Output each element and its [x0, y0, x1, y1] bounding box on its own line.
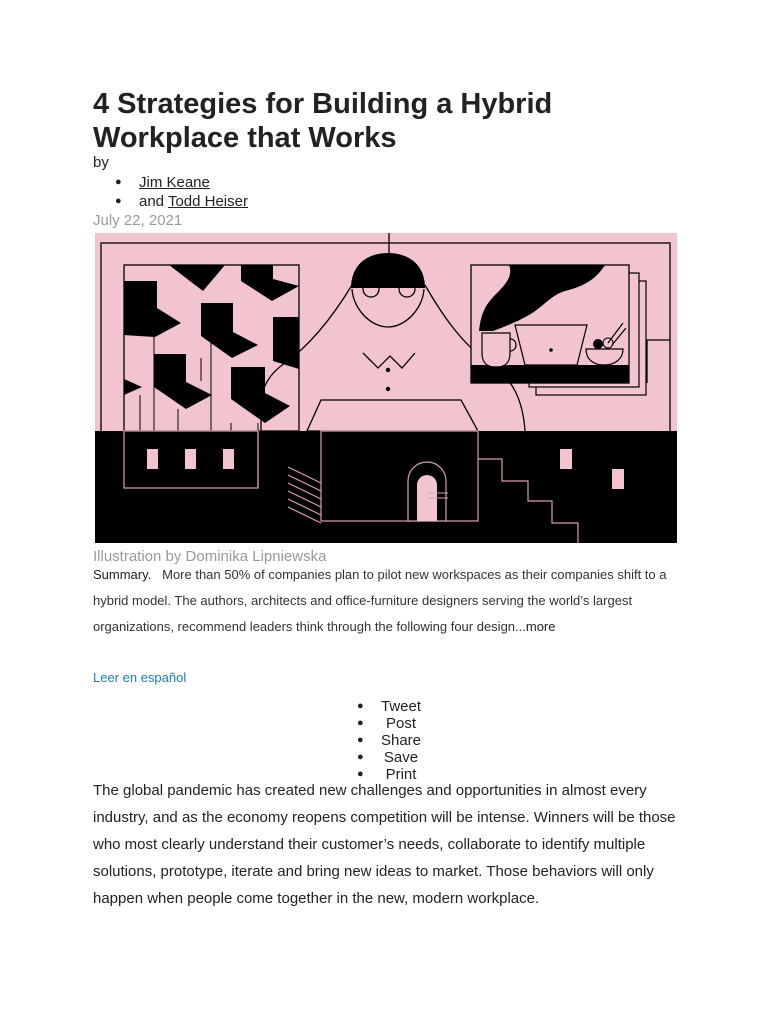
hero-illustration	[95, 233, 677, 543]
laptop-box	[307, 400, 478, 521]
share-item-print[interactable]: ● Print	[355, 766, 423, 783]
spanish-version-link[interactable]: Leer en español	[93, 670, 187, 685]
summary-label: Summary.	[93, 567, 152, 582]
author-item	[93, 192, 248, 211]
author-list	[93, 173, 248, 211]
bottom-left-building	[124, 431, 258, 488]
author-link-jim-keane[interactable]: Jim Keane	[139, 174, 210, 191]
article-title: 4 Strategies for Building a Hybrid Workplace that Works	[93, 88, 553, 154]
right-window-panel	[471, 265, 646, 395]
share-item-share[interactable]: ● Share	[355, 732, 423, 749]
share-item-post[interactable]: ● Post	[355, 715, 423, 732]
summary-text: More than 50% of companies plan to pilot new workspaces as their companies shift to a hybrid model. The authors, architects and office-furniture designers serving the world’s largest organizations, recommend leaders think through the following four design...	[93, 567, 667, 634]
author-item	[93, 173, 248, 192]
publish-date: July 22, 2021	[93, 212, 183, 229]
share-item-save[interactable]: ● Save	[355, 749, 423, 766]
illustration-caption: Illustration by Dominika Lipniewska	[93, 548, 327, 565]
author-prefix: and	[139, 193, 165, 210]
byline-label: by	[93, 154, 109, 171]
article-body-paragraph: The global pandemic has created new challenges and opportunities in almost every industry, and as the economy reopens competition will be intense. Winners will be those who most clearly understand their customer’s needs, collaborate to identify multiple solutions, prototype, iterate and bring new ideas to market. Those behaviors will only happen when people come together in the new, modern workplace.	[93, 782, 676, 907]
summary-more-link[interactable]: more	[525, 619, 556, 634]
left-window-panel	[124, 265, 299, 431]
share-actions-list	[355, 698, 423, 783]
author-link-todd-heiser[interactable]: Todd Heiser	[167, 193, 248, 210]
summary-block	[93, 562, 677, 640]
share-item-tweet[interactable]: ● Tweet	[355, 698, 423, 715]
